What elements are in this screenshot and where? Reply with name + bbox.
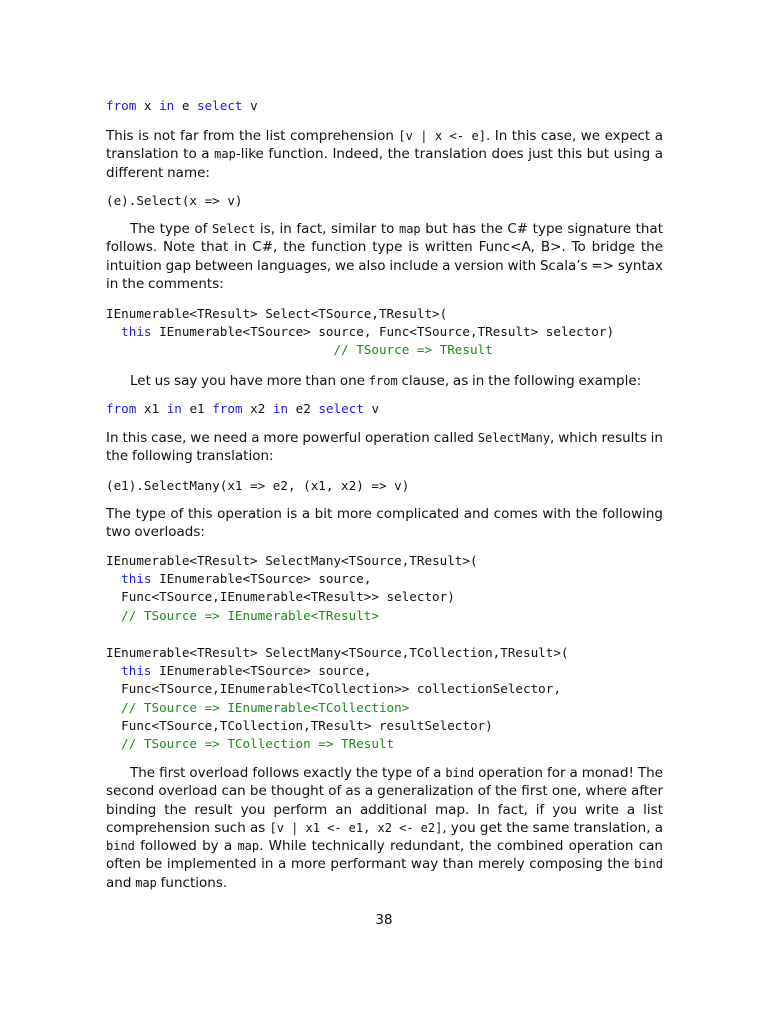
code-query-double-from [106, 400, 379, 418]
text: is, in fact, similar to [255, 221, 399, 237]
code-comment: // TSource => TCollection => TResult [121, 736, 395, 752]
code-select-signature [106, 305, 614, 360]
code-selectmany-call: (e1).SelectMany(x1 => e2, (x1, x2) => v) [106, 478, 410, 493]
keyword: in [272, 401, 289, 416]
paragraph-monad-bind [106, 764, 663, 892]
code-line: IEnumerable<TResult> SelectMany<TSource,TResult>( [106, 553, 478, 568]
inline-code: [v | x <- e] [398, 129, 486, 143]
code-comment: // TSource => TResult [333, 342, 493, 358]
text: The type of [130, 221, 212, 237]
code-selectmany-overload-2 [106, 644, 569, 753]
code-query-single-from [106, 97, 258, 115]
inline-code: [v | x1 <- e1, x2 <- e2] [269, 820, 443, 835]
text: -like function. Indeed, the translation does just this but using a different name: [106, 146, 663, 181]
code-indent [106, 663, 121, 678]
paragraph-multiple-from [106, 372, 663, 390]
inline-code: bind [634, 857, 663, 872]
keyword: select [318, 401, 364, 416]
text: and [106, 874, 136, 891]
paragraph-selectmany-intro [106, 429, 663, 466]
code-select-call: (e).Select(x => v) [106, 193, 243, 208]
code-line: IEnumerable<TResult> Select<TSource,TResult>( [106, 306, 448, 321]
code-text: IEnumerable<TSource> source, [151, 571, 372, 587]
code-comment: // TSource => IEnumerable<TCollection> [121, 699, 410, 715]
text: . While technically redundant, the combined operation can often be implemented in a more performant way than merely composing the [106, 838, 663, 873]
inline-code: map [237, 839, 260, 854]
code-indent [106, 342, 333, 357]
inline-code: bind [445, 766, 475, 780]
code-text: v [242, 98, 258, 113]
code-text: x [136, 98, 160, 113]
page-number: 38 [375, 912, 393, 928]
code-line: Func<TSource,TCollection,TResult> resultSelector) [106, 717, 493, 733]
text: This is not far from the list comprehension [106, 128, 399, 144]
text: The first overload follows exactly the type of a [130, 765, 446, 781]
code-text: IEnumerable<TSource> source, Func<TSource,TResult> selector) [151, 324, 615, 340]
keyword: in [159, 98, 175, 113]
inline-code: bind [106, 839, 135, 854]
keyword: this [121, 571, 152, 587]
keyword: this [121, 663, 152, 679]
inline-code: map [135, 875, 157, 890]
code-line: IEnumerable<TResult> SelectMany<TSource,TCollection,TResult>( [106, 645, 569, 660]
code-indent [106, 571, 121, 586]
text: but has the C# type signature that follows. Note that in C#, the function type is written Func<A, B>. To bridge the intuition gap between languages, we also include a version with Scala’s => syntax in the comments: [106, 221, 663, 292]
text: , you get the same translation, a [442, 819, 663, 836]
paragraph-overloads-intro: The type of this operation is a bit more complicated and comes with the following two overloads: [106, 506, 663, 541]
keyword: this [121, 324, 152, 340]
code-indent [106, 324, 121, 339]
code-text: e2 [288, 401, 319, 416]
code-indent [106, 700, 121, 715]
text: functions. [156, 874, 228, 891]
code-comment: // TSource => IEnumerable<TResult> [121, 607, 379, 623]
text: In this case, we need a more powerful operation called [106, 430, 478, 446]
paragraph-select-type [106, 220, 663, 293]
keyword: select [197, 98, 243, 113]
keyword: from [106, 98, 137, 113]
code-text: IEnumerable<TSource> source, [151, 663, 372, 679]
code-text: x1 [136, 401, 167, 416]
code-text: e [174, 98, 198, 113]
code-text: e1 [181, 401, 213, 416]
inline-code: SelectMany [477, 431, 551, 445]
text: Let us say you have more than one [130, 373, 369, 389]
text: followed by a [134, 838, 238, 855]
text: , which results in the following translation: [106, 430, 663, 465]
code-line: Func<TSource,IEnumerable<TResult>> selector) [106, 589, 455, 605]
inline-code: map [214, 147, 236, 162]
inline-code: map [398, 222, 421, 236]
text: clause, as in the following example: [397, 373, 642, 389]
code-line: Func<TSource,IEnumerable<TCollection>> collectionSelector, [106, 681, 561, 697]
code-indent [106, 736, 121, 751]
inline-code: Select [211, 222, 256, 236]
code-text: x2 [242, 401, 273, 416]
keyword: from [106, 401, 137, 416]
code-text: v [363, 401, 380, 416]
inline-code: from [368, 374, 398, 388]
code-indent [106, 608, 121, 623]
code-selectmany-overload-1 [106, 552, 478, 625]
keyword: in [166, 401, 182, 416]
text: . In this case, we expect a translation to a [106, 128, 663, 163]
paragraph-list-comprehension [106, 127, 663, 182]
keyword: from [212, 401, 243, 416]
text: operation for a monad! The second overload can be thought of as a generalization of the first one, where after binding the result you perform an additional map. In fact, if you write a list comprehension such as [106, 765, 663, 836]
